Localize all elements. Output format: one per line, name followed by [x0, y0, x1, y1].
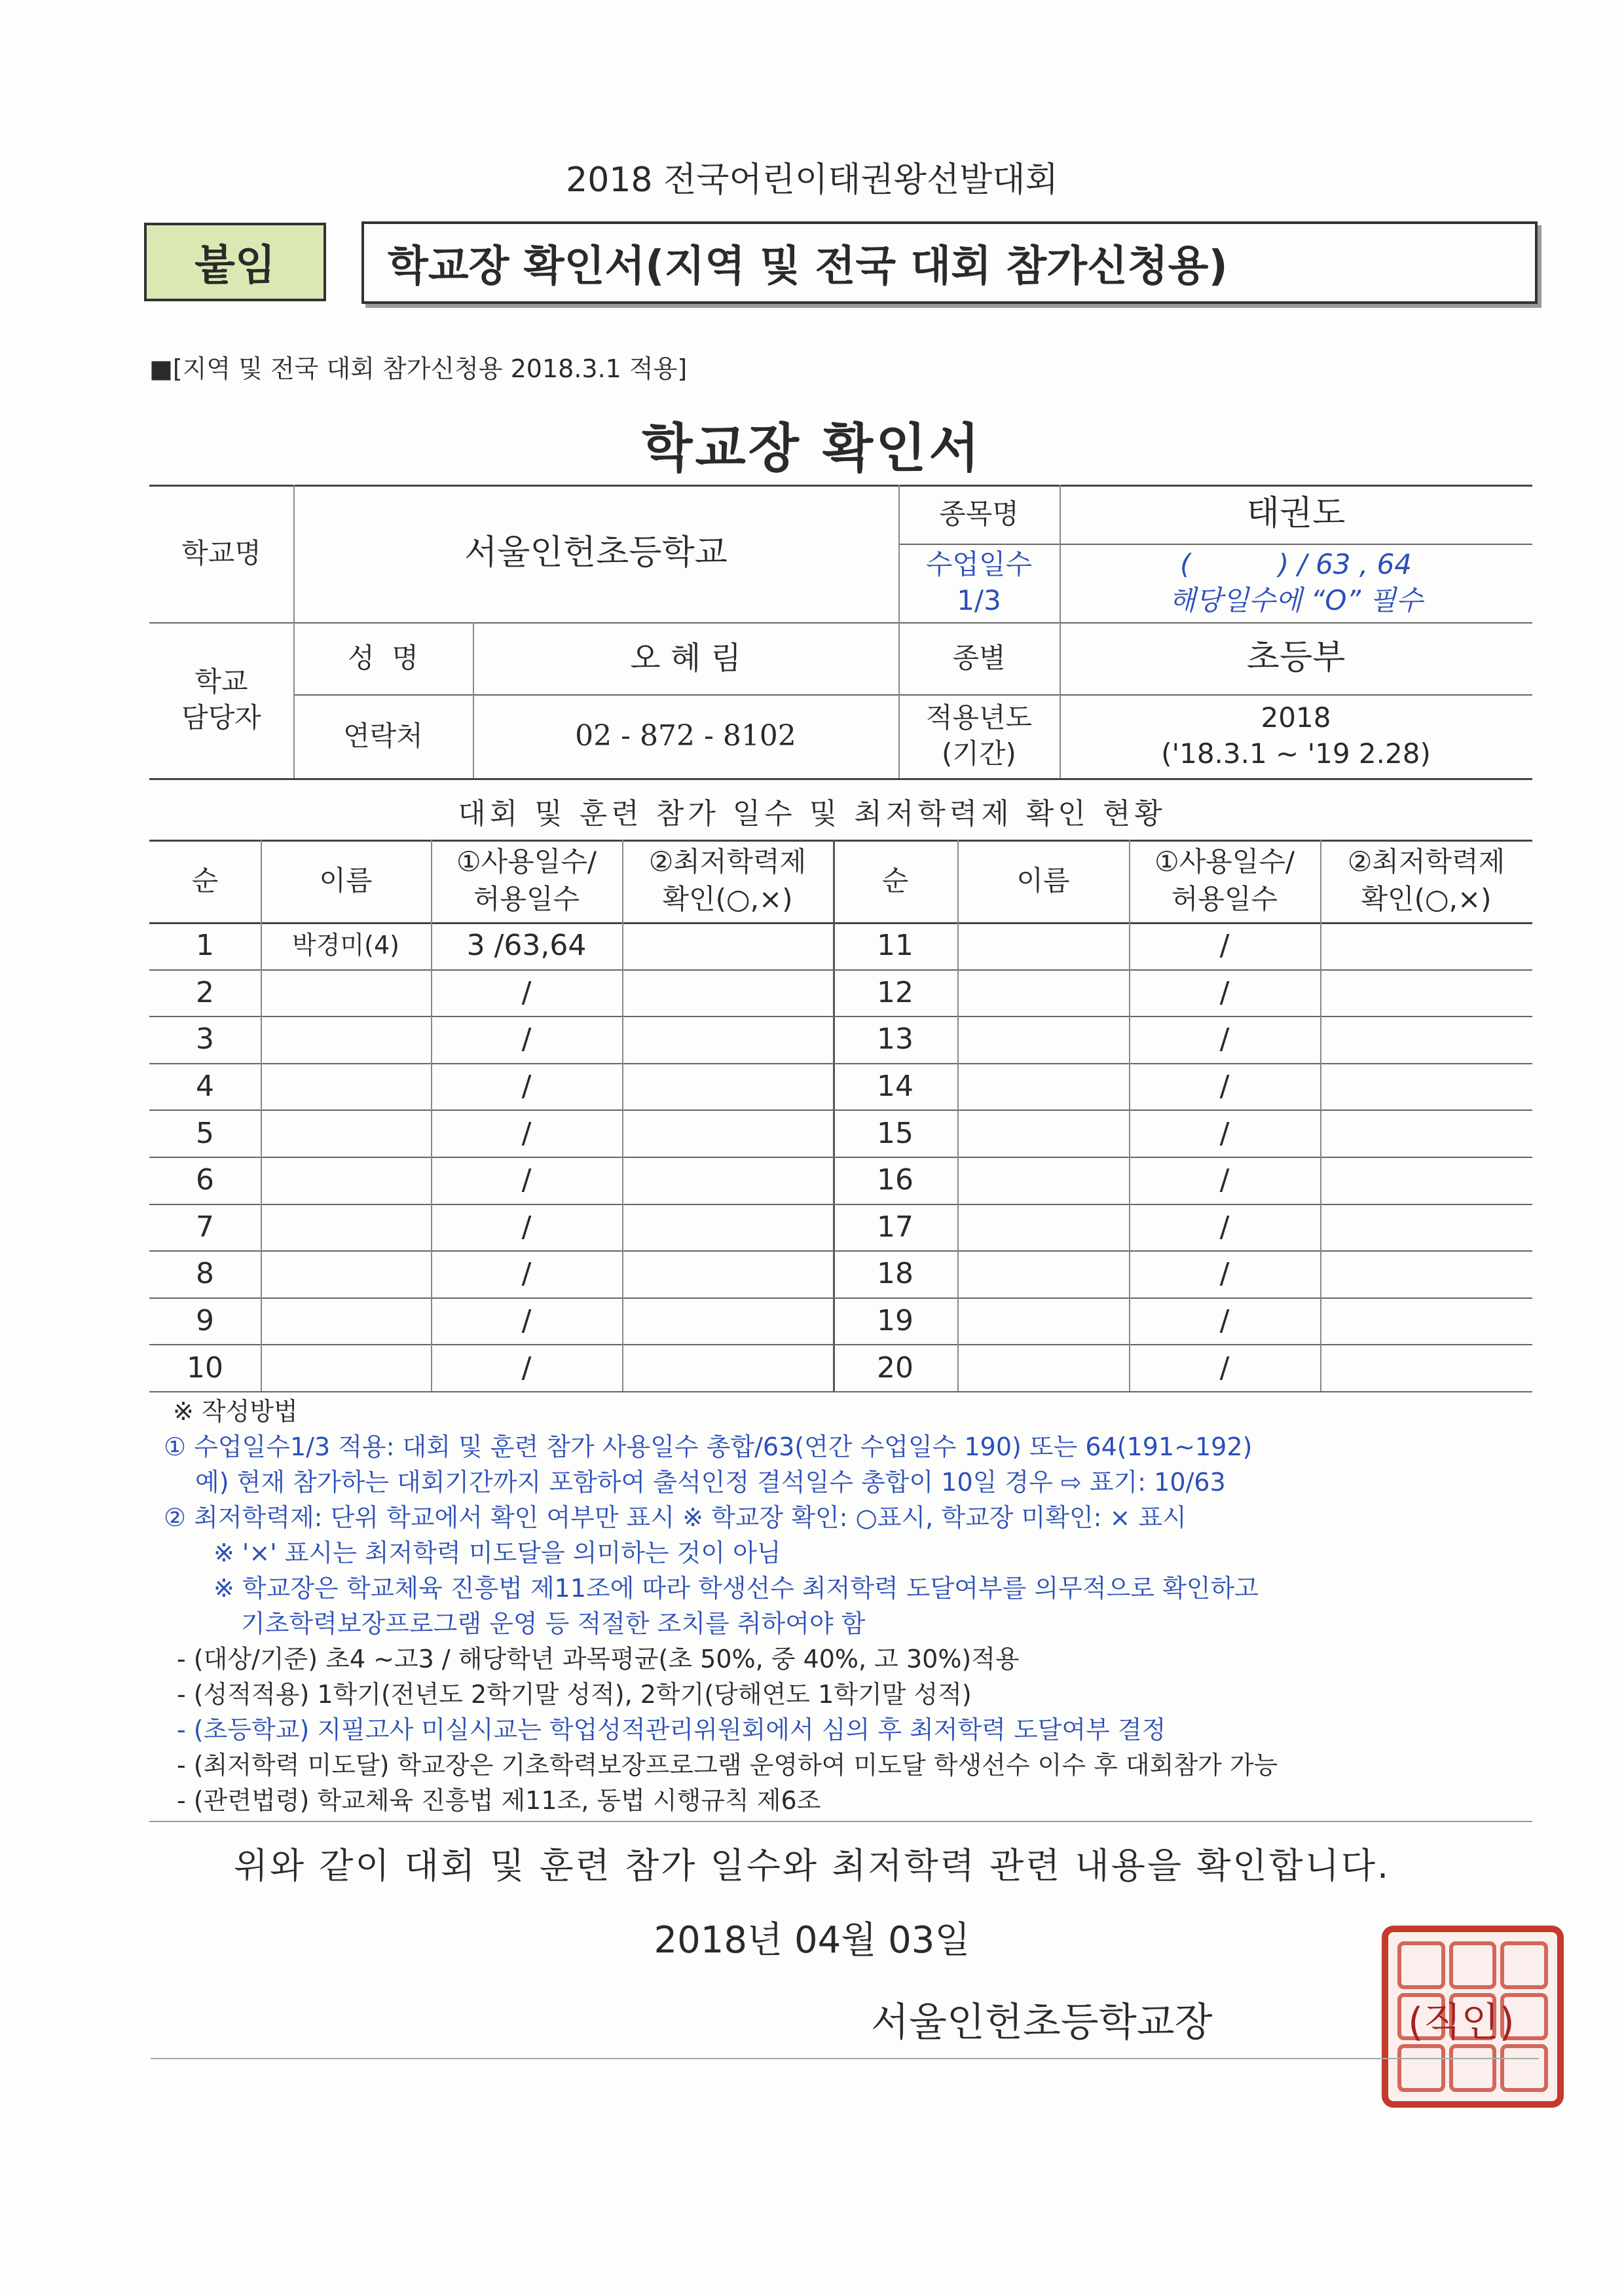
row-left-name	[261, 1297, 431, 1345]
row-right-days: /	[1219, 929, 1230, 963]
header-days-left	[431, 840, 622, 922]
school-label: 학교명	[181, 536, 261, 569]
row-left-no: 9	[196, 1304, 214, 1337]
info-bottom-line	[149, 778, 1532, 780]
table-col-divider	[431, 840, 432, 1391]
header-confirm-right	[1320, 840, 1532, 922]
row-right-confirm	[1320, 1110, 1532, 1157]
row-right-confirm	[1320, 1297, 1532, 1345]
row-left-days: /	[521, 1116, 532, 1150]
row-left-days: /	[521, 1257, 532, 1291]
row-right-name	[957, 1110, 1129, 1157]
row-left-no: 5	[196, 1116, 214, 1150]
note-1b: 예) 현재 참가하는 대회기간까지 포함하여 출석인정 결석일수 총합이 10일 경우 ⇨ 표기: 10/63	[195, 1468, 1226, 1497]
note-2c: ※ 학교장은 학교체육 진흥법 제11조에 따라 학생선수 최저학력 도달여부를 의무적으로 확인하고	[213, 1574, 1259, 1603]
year-label	[898, 694, 1060, 778]
row-right-no: 15	[877, 1116, 913, 1150]
manager-name: 오 혜 림	[630, 639, 741, 677]
form-title: 학교장 확인서	[642, 418, 982, 479]
row-left-days: /	[521, 1304, 532, 1337]
row-left-name	[261, 1344, 431, 1391]
row-right-no: 19	[877, 1304, 913, 1337]
manager-label	[149, 622, 293, 778]
row-right-name	[957, 922, 1129, 969]
row-right-name	[957, 1250, 1129, 1297]
header-days-right	[1129, 840, 1320, 922]
table-row-line	[149, 1391, 1532, 1392]
row-right-no: 17	[877, 1210, 913, 1244]
table-col-divider	[261, 840, 262, 1391]
note-detail-2: - (성적적용) 1학기(전년도 2학기말 성적), 2학기(당해연도 1학기말 성적)	[177, 1680, 972, 1709]
row-left-name	[261, 1204, 431, 1251]
row-right-days: /	[1219, 1116, 1230, 1150]
year-value-text: 2018	[1261, 701, 1331, 734]
row-left-name	[261, 1063, 431, 1110]
header-days-1: ①사용일수/	[456, 846, 597, 878]
row-right-confirm	[1320, 1344, 1532, 1391]
row-right-no: 11	[877, 929, 913, 963]
year-label-2: (기간)	[942, 737, 1016, 770]
class-days-label	[898, 544, 1060, 622]
class-days-fraction: ( ) / 63 , 64	[1179, 548, 1412, 581]
row-left-days: /	[521, 1351, 532, 1385]
table-caption: 대회 및 훈련 참가 일수 및 최저학력제 확인 현황	[458, 797, 1166, 830]
header-days-2: 허용일수	[473, 883, 580, 915]
division-value: 초등부	[1246, 638, 1346, 678]
header-name-left: 이름	[319, 864, 373, 897]
header-confirm-1: ②최저학력제	[1347, 846, 1505, 878]
row-right-confirm	[1320, 969, 1532, 1017]
row-left-days: /	[521, 975, 532, 1009]
row-left-name	[261, 1250, 431, 1297]
header-days-1: ①사용일수/	[1154, 846, 1295, 878]
manager-label-1: 학교	[194, 665, 248, 698]
event-label: 종목명	[939, 497, 1019, 530]
row-right-confirm	[1320, 1204, 1532, 1251]
signature-line	[151, 2058, 1539, 2059]
period-value: ('18.3.1 ~ '19 2.28)	[1161, 737, 1431, 770]
attachment-label: 붙임	[194, 242, 276, 290]
row-left-days: /	[521, 1163, 532, 1197]
row-right-confirm	[1320, 922, 1532, 969]
row-left-days: /	[521, 1210, 532, 1244]
row-right-name	[957, 1344, 1129, 1391]
header-no-left: 순	[191, 864, 219, 897]
note-detail-4: - (최저학력 미도달) 학교장은 기초학력보장프로그램 운영하여 미도달 학생선수 이수 후 대회참가 가능	[177, 1751, 1278, 1780]
table-col-divider	[622, 840, 623, 1391]
note-detail-1: - (대상/기준) 초4 ~고3 / 해당학년 과목평균(초 50%, 중 40%, 고 30%)적용	[177, 1645, 1020, 1673]
row-right-name	[957, 969, 1129, 1017]
table-col-divider	[957, 840, 959, 1391]
division-label: 종별	[952, 641, 1006, 674]
row-left-name	[261, 1157, 431, 1204]
row-right-days: /	[1219, 975, 1230, 1009]
row-left-confirm	[622, 1157, 833, 1204]
row-left-name: 박경미(4)	[292, 931, 399, 960]
row-left-confirm	[622, 1063, 833, 1110]
note-detail-5: - (관련법령) 학교체육 진흥법 제11조, 동법 시행규칙 제6조	[177, 1786, 821, 1815]
row-left-confirm	[622, 1297, 833, 1345]
school-name: 서울인헌초등학교	[464, 533, 728, 573]
row-left-no: 3	[196, 1022, 214, 1056]
row-right-no: 13	[877, 1022, 913, 1056]
row-left-name	[261, 1110, 431, 1157]
confirm-statement: 위와 같이 대회 및 훈련 참가 일수와 최저학력 관련 내용을 확인합니다.	[233, 1845, 1391, 1886]
class-days-value	[1060, 544, 1532, 622]
row-right-days: /	[1219, 1163, 1230, 1197]
row-right-days: /	[1219, 1022, 1230, 1056]
row-left-confirm	[622, 1204, 833, 1251]
table-col-divider	[1129, 840, 1130, 1391]
event-value: 태권도	[1246, 494, 1346, 534]
note-1a: ① 수업일수1/3 적용: 대회 및 훈련 참가 사용일수 총합/63(연간 수업일수 190) 또는 64(191~192)	[164, 1432, 1253, 1461]
row-left-confirm	[622, 969, 833, 1017]
header-confirm-2: 확인(○,×)	[662, 883, 793, 915]
header-confirm-1: ②최저학력제	[648, 846, 807, 878]
row-left-confirm	[622, 1110, 833, 1157]
manager-label-2: 담당자	[181, 701, 261, 734]
event-title: 2018 전국어린이태권왕선발대회	[566, 160, 1058, 200]
row-left-no: 1	[196, 929, 214, 963]
row-right-no: 14	[877, 1070, 913, 1103]
note-2b: ※ '×' 표시는 최저학력 미도달을 의미하는 것이 아님	[213, 1539, 781, 1567]
row-left-no: 8	[196, 1257, 214, 1291]
class-days-note: 해당일수에 “O” 필수	[1169, 584, 1423, 616]
doc-type-box	[361, 221, 1538, 304]
table-col-divider	[1320, 840, 1321, 1391]
class-days-label-2: 1/3	[957, 584, 1001, 616]
row-left-confirm	[622, 1016, 833, 1063]
contact-value: 02 - 872 - 8102	[575, 719, 796, 753]
notes-bottom-line	[149, 1821, 1532, 1822]
row-right-name	[957, 1063, 1129, 1110]
row-left-name	[261, 1016, 431, 1063]
row-right-no: 12	[877, 975, 913, 1009]
row-left-confirm	[622, 1250, 833, 1297]
row-left-no: 10	[187, 1351, 223, 1385]
row-right-no: 20	[877, 1351, 913, 1385]
note-2a: ② 최저학력제: 단위 학교에서 확인 여부만 표시 ※ 학교장 확인: ○표시, 학교장 미확인: × 표시	[164, 1503, 1187, 1532]
seal-label: (직인)	[1408, 2000, 1515, 2045]
header-confirm-left	[622, 840, 833, 922]
issue-date: 2018년 04월 03일	[654, 1919, 970, 1962]
row-right-days: /	[1219, 1070, 1230, 1103]
row-left-name	[261, 969, 431, 1017]
row-left-days: 3 /63,64	[466, 929, 587, 963]
name-label: 성 명	[348, 641, 418, 674]
row-left-no: 4	[196, 1070, 214, 1103]
row-right-days: /	[1219, 1257, 1230, 1291]
row-right-name	[957, 1157, 1129, 1204]
contact-label: 연락처	[343, 719, 423, 752]
row-right-confirm	[1320, 1063, 1532, 1110]
notes	[164, 1394, 1572, 1818]
row-left-no: 2	[196, 975, 214, 1009]
row-left-days: /	[521, 1022, 532, 1056]
row-right-name	[957, 1204, 1129, 1251]
row-left-days: /	[521, 1070, 532, 1103]
row-right-days: /	[1219, 1351, 1230, 1385]
header-name-right: 이름	[1016, 864, 1070, 897]
row-right-days: /	[1219, 1210, 1230, 1244]
year-value	[1060, 694, 1532, 778]
class-days-label-1: 수업일수	[925, 548, 1033, 581]
note-2d: 기초학력보장프로그램 운영 등 적절한 조치를 취하여야 함	[241, 1609, 866, 1638]
row-left-confirm	[622, 922, 833, 969]
row-left-no: 6	[196, 1163, 214, 1197]
doc-type-title: 학교장 확인서(지역 및 전국 대회 참가신청용)	[388, 242, 1228, 291]
header-confirm-2: 확인(○,×)	[1361, 883, 1492, 915]
row-left-confirm	[622, 1344, 833, 1391]
form-note: ■[지역 및 전국 대회 참가신청용 2018.3.1 적용]	[149, 354, 688, 383]
row-right-no: 18	[877, 1257, 913, 1291]
principal-title: 서울인헌초등학교장	[871, 2000, 1213, 2045]
header-no-right: 순	[881, 864, 909, 897]
row-right-name	[957, 1016, 1129, 1063]
row-right-confirm	[1320, 1157, 1532, 1204]
header-days-2: 허용일수	[1171, 883, 1278, 915]
notes-title: ※ 작성방법	[173, 1397, 298, 1426]
row-right-days: /	[1219, 1304, 1230, 1337]
row-left-no: 7	[196, 1210, 214, 1244]
attachment-badge	[144, 223, 326, 301]
year-label-1: 적용년도	[925, 701, 1033, 734]
row-right-no: 16	[877, 1163, 913, 1197]
row-right-name	[957, 1297, 1129, 1345]
row-right-confirm	[1320, 1250, 1532, 1297]
note-detail-3: - (초등학교) 지필고사 미실시교는 학업성적관리위원회에서 심의 후 최저학력 도달여부 결정	[177, 1715, 1166, 1744]
row-right-confirm	[1320, 1016, 1532, 1063]
